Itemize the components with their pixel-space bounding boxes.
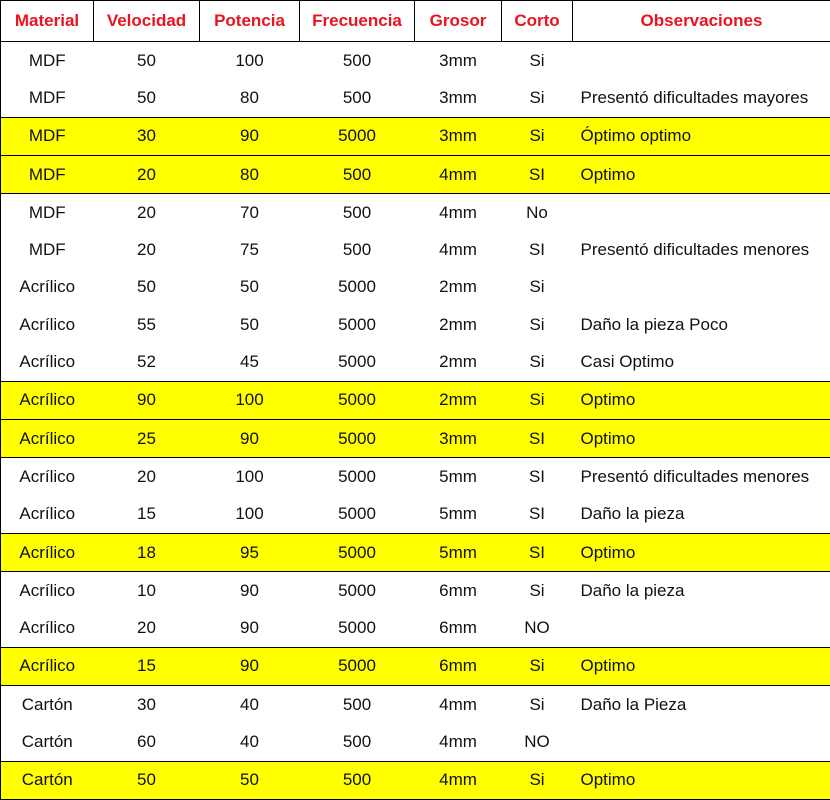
- cell-observaciones: [573, 42, 830, 80]
- cell-observaciones: Presentó dificultades menores: [573, 231, 830, 268]
- cell-material: Acrílico: [1, 647, 94, 685]
- cell-velocidad: 30: [94, 686, 200, 724]
- cell-corto: No: [502, 194, 573, 232]
- cell-corto: NO: [502, 609, 573, 647]
- cell-corto: SI: [502, 419, 573, 457]
- cell-grosor: 6mm: [415, 609, 502, 647]
- cell-material: MDF: [1, 42, 94, 80]
- cell-observaciones: [573, 723, 830, 761]
- cell-velocidad: 18: [94, 533, 200, 571]
- cell-frecuencia: 5000: [300, 306, 415, 343]
- cell-velocidad: 50: [94, 79, 200, 117]
- cell-frecuencia: 5000: [300, 458, 415, 496]
- cell-corto: Si: [502, 761, 573, 799]
- cell-corto: SI: [502, 533, 573, 571]
- cell-corto: Si: [502, 343, 573, 381]
- header-velocidad: Velocidad: [94, 1, 200, 42]
- cell-corto: SI: [502, 496, 573, 534]
- cell-material: Acrílico: [1, 419, 94, 457]
- cell-observaciones: [573, 194, 830, 232]
- cell-potencia: 90: [200, 117, 300, 155]
- cell-material: Cartón: [1, 686, 94, 724]
- cell-grosor: 2mm: [415, 306, 502, 343]
- table-row: [1, 155, 830, 193]
- cell-potencia: 75: [200, 231, 300, 268]
- cell-material: Acrílico: [1, 269, 94, 306]
- cell-velocidad: 60: [94, 723, 200, 761]
- table-row: [1, 419, 830, 457]
- cell-frecuencia: 5000: [300, 343, 415, 381]
- cell-potencia: 100: [200, 42, 300, 80]
- cell-velocidad: 90: [94, 381, 200, 419]
- cell-grosor: 2mm: [415, 343, 502, 381]
- cell-observaciones: Optimo: [573, 419, 830, 457]
- cell-corto: SI: [502, 155, 573, 193]
- cell-potencia: 40: [200, 686, 300, 724]
- table-row: [1, 269, 830, 306]
- cell-velocidad: 55: [94, 306, 200, 343]
- cell-grosor: 5mm: [415, 533, 502, 571]
- cell-potencia: 90: [200, 572, 300, 610]
- table-row: [1, 572, 830, 610]
- header-observaciones: Observaciones: [573, 1, 830, 42]
- cell-frecuencia: 500: [300, 155, 415, 193]
- cell-grosor: 3mm: [415, 117, 502, 155]
- cell-observaciones: Optimo: [573, 381, 830, 419]
- cell-material: MDF: [1, 117, 94, 155]
- table-row: [1, 533, 830, 571]
- cell-velocidad: 20: [94, 609, 200, 647]
- table-row: [1, 458, 830, 496]
- cell-grosor: 4mm: [415, 761, 502, 799]
- cell-observaciones: Óptimo optimo: [573, 117, 830, 155]
- header-grosor: Grosor: [415, 1, 502, 42]
- header-potencia: Potencia: [200, 1, 300, 42]
- cell-potencia: 100: [200, 381, 300, 419]
- cell-observaciones: Optimo: [573, 155, 830, 193]
- cell-grosor: 3mm: [415, 42, 502, 80]
- cell-grosor: 3mm: [415, 79, 502, 117]
- cell-potencia: 100: [200, 458, 300, 496]
- cell-velocidad: 20: [94, 458, 200, 496]
- cell-grosor: 4mm: [415, 723, 502, 761]
- table-row: [1, 117, 830, 155]
- table-row: [1, 647, 830, 685]
- cell-corto: NO: [502, 723, 573, 761]
- cell-grosor: 2mm: [415, 381, 502, 419]
- table-row: [1, 343, 830, 381]
- header-corto: Corto: [502, 1, 573, 42]
- cell-observaciones: [573, 609, 830, 647]
- cell-material: Cartón: [1, 723, 94, 761]
- cell-potencia: 100: [200, 496, 300, 534]
- cell-observaciones: Daño la pieza: [573, 496, 830, 534]
- cell-velocidad: 25: [94, 419, 200, 457]
- cell-potencia: 70: [200, 194, 300, 232]
- cell-grosor: 4mm: [415, 155, 502, 193]
- cell-frecuencia: 5000: [300, 647, 415, 685]
- cell-frecuencia: 5000: [300, 381, 415, 419]
- cell-velocidad: 50: [94, 269, 200, 306]
- table-row: [1, 79, 830, 117]
- cell-frecuencia: 5000: [300, 572, 415, 610]
- cell-material: Acrílico: [1, 458, 94, 496]
- cell-observaciones: Daño la pieza: [573, 572, 830, 610]
- cell-grosor: 6mm: [415, 572, 502, 610]
- cell-material: Acrílico: [1, 381, 94, 419]
- cell-velocidad: 30: [94, 117, 200, 155]
- table-row: [1, 306, 830, 343]
- cell-corto: Si: [502, 381, 573, 419]
- cell-frecuencia: 5000: [300, 269, 415, 306]
- cell-frecuencia: 500: [300, 194, 415, 232]
- cell-velocidad: 52: [94, 343, 200, 381]
- cell-frecuencia: 500: [300, 79, 415, 117]
- cell-corto: Si: [502, 269, 573, 306]
- cell-observaciones: Casi Optimo: [573, 343, 830, 381]
- cell-observaciones: Daño la Pieza: [573, 686, 830, 724]
- table-row: [1, 686, 830, 724]
- cell-material: MDF: [1, 79, 94, 117]
- cell-grosor: 5mm: [415, 458, 502, 496]
- cell-observaciones: Optimo: [573, 647, 830, 685]
- cell-frecuencia: 5000: [300, 496, 415, 534]
- cell-velocidad: 15: [94, 647, 200, 685]
- cell-grosor: 4mm: [415, 686, 502, 724]
- cell-corto: SI: [502, 231, 573, 268]
- table-row: [1, 381, 830, 419]
- cell-grosor: 3mm: [415, 419, 502, 457]
- cell-material: MDF: [1, 231, 94, 268]
- cell-corto: Si: [502, 647, 573, 685]
- cell-corto: Si: [502, 42, 573, 80]
- cell-frecuencia: 5000: [300, 533, 415, 571]
- header-row: [1, 1, 830, 42]
- cell-observaciones: Presentó dificultades menores: [573, 458, 830, 496]
- cell-corto: Si: [502, 572, 573, 610]
- cell-potencia: 45: [200, 343, 300, 381]
- cell-potencia: 40: [200, 723, 300, 761]
- cell-grosor: 5mm: [415, 496, 502, 534]
- cell-observaciones: Presentó dificultades mayores: [573, 79, 830, 117]
- cell-velocidad: 50: [94, 42, 200, 80]
- cell-grosor: 2mm: [415, 269, 502, 306]
- cell-material: MDF: [1, 194, 94, 232]
- table-row: [1, 723, 830, 761]
- table-body: [1, 42, 830, 800]
- table-row: [1, 761, 830, 799]
- table-row: [1, 231, 830, 268]
- cell-frecuencia: 5000: [300, 117, 415, 155]
- cell-grosor: 4mm: [415, 231, 502, 268]
- cell-potencia: 90: [200, 419, 300, 457]
- cell-velocidad: 20: [94, 194, 200, 232]
- cell-potencia: 80: [200, 79, 300, 117]
- cell-potencia: 50: [200, 269, 300, 306]
- cell-frecuencia: 5000: [300, 419, 415, 457]
- cell-grosor: 6mm: [415, 647, 502, 685]
- cell-potencia: 50: [200, 761, 300, 799]
- table-row: [1, 609, 830, 647]
- cell-grosor: 4mm: [415, 194, 502, 232]
- cell-observaciones: Optimo: [573, 533, 830, 571]
- cell-frecuencia: 5000: [300, 609, 415, 647]
- cell-potencia: 80: [200, 155, 300, 193]
- cell-observaciones: Daño la pieza Poco: [573, 306, 830, 343]
- cell-observaciones: [573, 269, 830, 306]
- cell-velocidad: 15: [94, 496, 200, 534]
- cell-frecuencia: 500: [300, 723, 415, 761]
- table-row: [1, 496, 830, 534]
- cell-material: Acrílico: [1, 609, 94, 647]
- header-frecuencia: Frecuencia: [300, 1, 415, 42]
- cell-velocidad: 10: [94, 572, 200, 610]
- cell-frecuencia: 500: [300, 42, 415, 80]
- cell-material: MDF: [1, 155, 94, 193]
- cell-frecuencia: 500: [300, 761, 415, 799]
- cell-velocidad: 50: [94, 761, 200, 799]
- cell-material: Cartón: [1, 761, 94, 799]
- cell-material: Acrílico: [1, 496, 94, 534]
- cell-velocidad: 20: [94, 155, 200, 193]
- cell-corto: Si: [502, 686, 573, 724]
- cell-potencia: 90: [200, 647, 300, 685]
- cell-material: Acrílico: [1, 572, 94, 610]
- cell-material: Acrílico: [1, 533, 94, 571]
- cell-corto: Si: [502, 306, 573, 343]
- cell-corto: Si: [502, 117, 573, 155]
- cell-potencia: 90: [200, 609, 300, 647]
- header-material: Material: [1, 1, 94, 42]
- cell-velocidad: 20: [94, 231, 200, 268]
- table-row: [1, 42, 830, 80]
- cell-potencia: 95: [200, 533, 300, 571]
- table-row: [1, 194, 830, 232]
- cell-corto: SI: [502, 458, 573, 496]
- cell-frecuencia: 500: [300, 231, 415, 268]
- cell-corto: Si: [502, 79, 573, 117]
- cell-material: Acrílico: [1, 306, 94, 343]
- cell-frecuencia: 500: [300, 686, 415, 724]
- cell-potencia: 50: [200, 306, 300, 343]
- cell-material: Acrílico: [1, 343, 94, 381]
- cell-observaciones: Optimo: [573, 761, 830, 799]
